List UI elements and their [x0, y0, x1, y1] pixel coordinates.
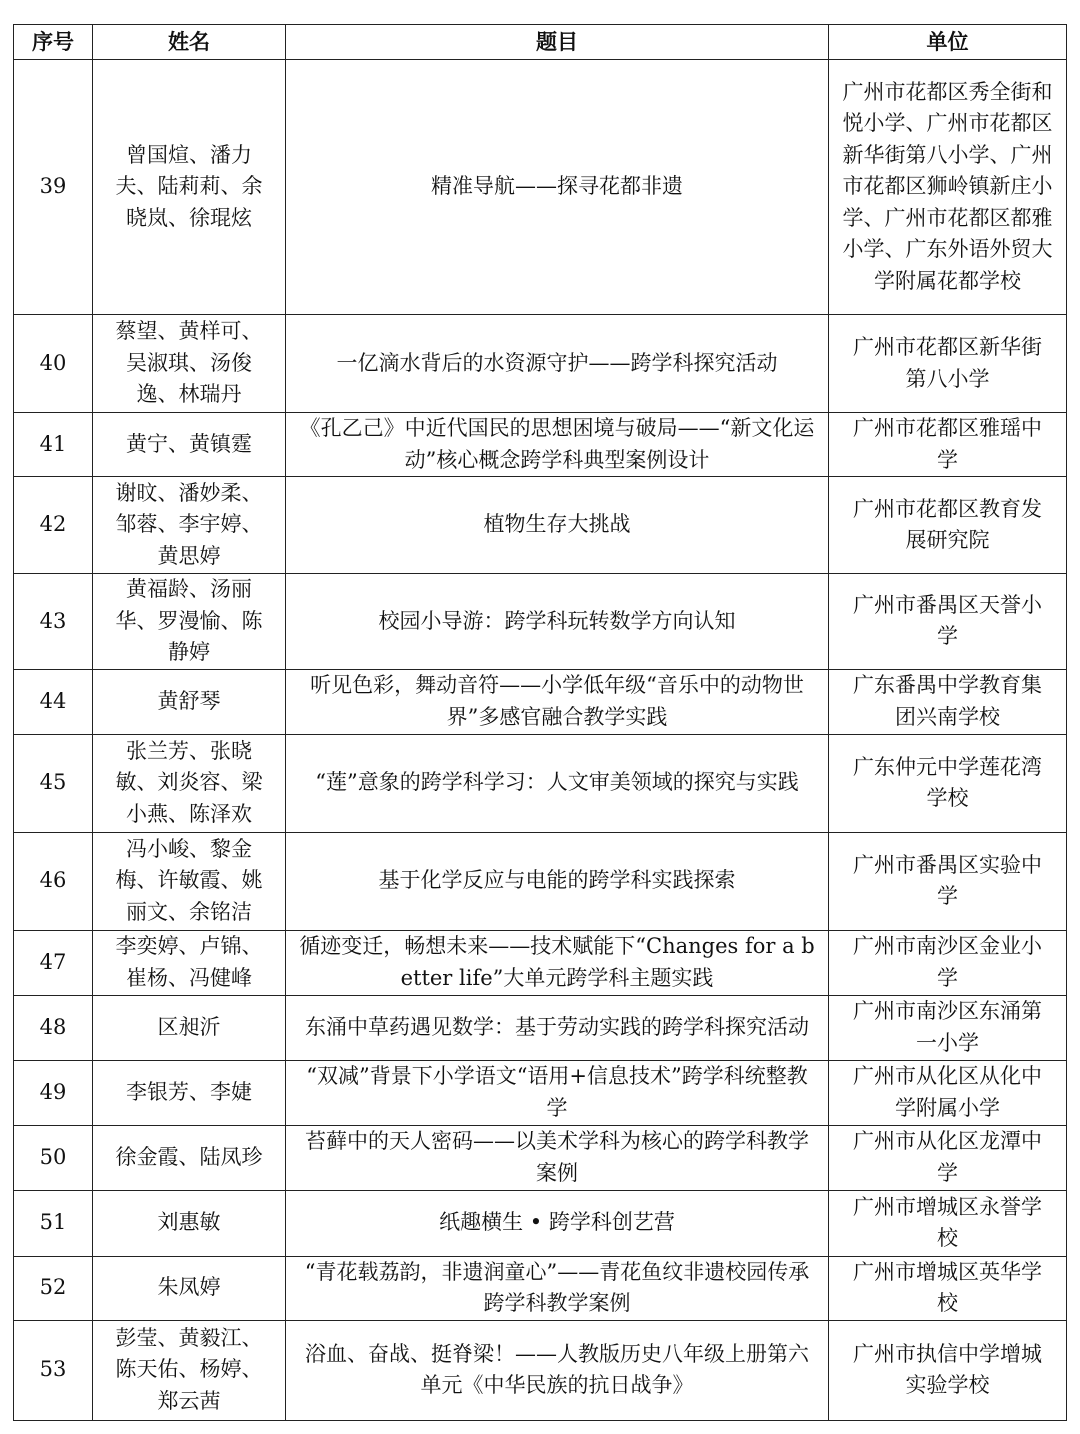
- cell-no: 39: [14, 60, 93, 315]
- cell-no: 47: [14, 930, 93, 995]
- cell-topic: 循迹变迁，畅想未来——技术赋能下“Changes for a better life”大单元跨学科主题实践: [286, 930, 829, 995]
- award-list-table: [13, 24, 1067, 1421]
- cell-names: 蔡望、黄样可、吴淑琪、汤俊逸、林瑞丹: [93, 315, 286, 413]
- cell-unit: 广州市南沙区金业小学: [829, 930, 1067, 995]
- cell-unit: 广东仲元中学莲花湾学校: [829, 734, 1067, 832]
- cell-names: 李奕婷、卢锦、崔杨、冯健峰: [93, 930, 286, 995]
- cell-topic: 植物生存大挑战: [286, 477, 829, 574]
- header-unit: 单位: [829, 25, 1067, 60]
- cell-no: 46: [14, 832, 93, 930]
- cell-unit: 广州市增城区英华学校: [829, 1256, 1067, 1320]
- cell-topic: 苔藓中的天人密码——以美术学科为核心的跨学科教学案例: [286, 1125, 829, 1190]
- cell-no: 49: [14, 1060, 93, 1125]
- cell-topic: 纸趣横生 • 跨学科创艺营: [286, 1190, 829, 1256]
- cell-unit: 广州市从化区从化中学附属小学: [829, 1060, 1067, 1125]
- cell-unit: 广州市增城区永誉学校: [829, 1190, 1067, 1256]
- cell-names: 冯小峻、黎金梅、许敏霞、姚丽文、余铭洁: [93, 832, 286, 930]
- table-row: [14, 930, 1067, 995]
- cell-topic: 《孔乙己》中近代国民的思想困境与破局——“新文化运动”核心概念跨学科典型案例设计: [286, 413, 829, 477]
- cell-names: 曾国煊、潘力夫、陆莉莉、余晓岚、徐琨炫: [93, 60, 286, 315]
- cell-no: 43: [14, 574, 93, 670]
- cell-no: 50: [14, 1125, 93, 1190]
- cell-unit: 广州市花都区新华街第八小学: [829, 315, 1067, 413]
- header-row: [14, 25, 1067, 60]
- cell-topic: 基于化学反应与电能的跨学科实践探索: [286, 832, 829, 930]
- cell-unit: 广州市番禺区实验中学: [829, 832, 1067, 930]
- table-row: [14, 1125, 1067, 1190]
- cell-unit: 广州市番禺区天誉小学: [829, 574, 1067, 670]
- header-names: 姓名: [93, 25, 286, 60]
- cell-names: 黄舒琴: [93, 669, 286, 734]
- cell-names: 徐金霞、陆凤珍: [93, 1125, 286, 1190]
- table-row: [14, 1190, 1067, 1256]
- cell-unit: 广东番禺中学教育集团兴南学校: [829, 669, 1067, 734]
- cell-names: 张兰芳、张晓敏、刘炎容、梁小燕、陈泽欢: [93, 734, 286, 832]
- cell-topic: 东涌中草药遇见数学：基于劳动实践的跨学科探究活动: [286, 995, 829, 1060]
- table-row: [14, 669, 1067, 734]
- cell-names: 朱凤婷: [93, 1256, 286, 1320]
- table-row: [14, 477, 1067, 574]
- cell-no: 44: [14, 669, 93, 734]
- cell-names: 黄福龄、汤丽华、罗漫愉、陈静婷: [93, 574, 286, 670]
- table-row: [14, 995, 1067, 1060]
- cell-no: 40: [14, 315, 93, 413]
- cell-topic: 校园小导游：跨学科玩转数学方向认知: [286, 574, 829, 670]
- cell-names: 李银芳、李婕: [93, 1060, 286, 1125]
- cell-topic: “双减”背景下小学语文“语用+信息技术”跨学科统整教学: [286, 1060, 829, 1125]
- table-row: [14, 832, 1067, 930]
- cell-no: 42: [14, 477, 93, 574]
- table-row: [14, 315, 1067, 413]
- cell-unit: 广州市南沙区东涌第一小学: [829, 995, 1067, 1060]
- table-row: [14, 1256, 1067, 1320]
- table-row: [14, 1060, 1067, 1125]
- header-topic: 题目: [286, 25, 829, 60]
- cell-names: 区昶沂: [93, 995, 286, 1060]
- cell-unit: 广州市执信中学增城实验学校: [829, 1320, 1067, 1420]
- table-row: [14, 413, 1067, 477]
- cell-no: 53: [14, 1320, 93, 1420]
- cell-no: 45: [14, 734, 93, 832]
- cell-topic: 听见色彩，舞动音符——小学低年级“音乐中的动物世界”多感官融合教学实践: [286, 669, 829, 734]
- table-row: [14, 734, 1067, 832]
- cell-unit: 广州市花都区雅瑶中学: [829, 413, 1067, 477]
- cell-topic: 精准导航——探寻花都非遗: [286, 60, 829, 315]
- table-row: [14, 60, 1067, 315]
- cell-topic: 浴血、奋战、挺脊梁！——人教版历史八年级上册第六单元《中华民族的抗日战争》: [286, 1320, 829, 1420]
- cell-topic: “莲”意象的跨学科学习：人文审美领域的探究与实践: [286, 734, 829, 832]
- cell-no: 52: [14, 1256, 93, 1320]
- cell-names: 谢旼、潘妙柔、邹蓉、李宇婷、黄思婷: [93, 477, 286, 574]
- table-row: [14, 1320, 1067, 1420]
- table-row: [14, 574, 1067, 670]
- cell-unit: 广州市花都区秀全街和悦小学、广州市花都区新华街第八小学、广州市花都区狮岭镇新庄小学、广州市花都区都雅小学、广东外语外贸大学附属花都学校: [829, 60, 1067, 315]
- cell-names: 彭莹、黄毅江、陈天佑、杨婷、郑云茜: [93, 1320, 286, 1420]
- cell-names: 黄宁、黄镇霆: [93, 413, 286, 477]
- cell-no: 48: [14, 995, 93, 1060]
- cell-topic: 一亿滴水背后的水资源守护——跨学科探究活动: [286, 315, 829, 413]
- cell-unit: 广州市从化区龙潭中学: [829, 1125, 1067, 1190]
- cell-names: 刘惠敏: [93, 1190, 286, 1256]
- cell-unit: 广州市花都区教育发展研究院: [829, 477, 1067, 574]
- cell-topic: “青花载荔韵，非遗润童心”——青花鱼纹非遗校园传承跨学科教学案例: [286, 1256, 829, 1320]
- header-no: 序号: [14, 25, 93, 60]
- cell-no: 51: [14, 1190, 93, 1256]
- cell-no: 41: [14, 413, 93, 477]
